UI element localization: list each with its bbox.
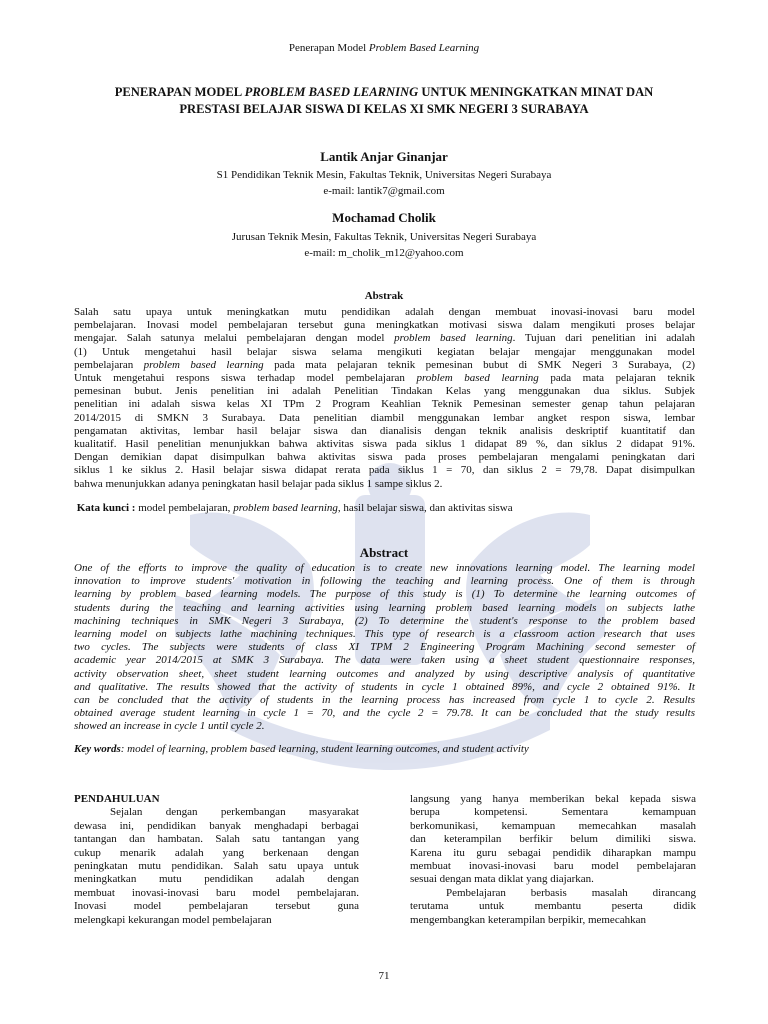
text-line: pembelajaran. Inovasi model pembelajaran tersebut guna meningkatkan motivasi siswa dalam mengikuti proses belajar xyxy=(74,319,695,332)
running-header-italic: Problem Based Learning xyxy=(368,42,480,54)
body-column-left xyxy=(74,793,359,927)
text-line: two cycles. The subjects were students of class XI TPM 2 Engineering Program Machining second semester of xyxy=(74,641,695,654)
text-line: academic year 2014/2015 at SMK 3 Surabaya. The data were taken using a sheet student questionnaire responses, xyxy=(74,654,695,667)
abstract-body xyxy=(74,562,695,734)
text-line: mengembangkan keterampilan berpikir, memecahkan xyxy=(410,913,646,926)
text-line: learning model on subjects lathe machining techniques. This type of research is a classroom action research that uses xyxy=(74,628,695,641)
author-block-2 xyxy=(0,209,768,261)
author-affiliation: S1 Pendidikan Teknik Mesin, Fakultas Teknik, Universitas Negeri Surabaya xyxy=(216,169,552,181)
text-line: Dengan demikian dapat disimpulkan bahwa aktivitas siswa pada proses pembelajaran mengalami peningkatan dari xyxy=(74,451,695,464)
text-line: tantangan dan hambatan. Salah satu tantangan yang xyxy=(74,833,359,846)
running-header-prefix: Penerapan Model xyxy=(288,42,367,54)
text-line: One of the efforts to improve the quality of education is to create new innovations learning model. The learning model xyxy=(74,562,695,574)
text-line: berupa kompetensi. Sementara kemampuan xyxy=(410,806,696,819)
text-line: meningkatkan mutu pendidikan adalah dengan xyxy=(74,873,359,886)
text-line: kualitatif. Hasil penelitian menunjukkan bahwa aktivitas siswa pada siklus 1 didapat 89 %, dan siklus 2 didapat 91%. xyxy=(74,438,695,451)
body-column-right xyxy=(410,793,696,927)
text-line: melengkapi kekurangan model pembelajaran xyxy=(74,913,272,926)
text-line: Untuk mengetahui respons siswa terhadap model pembelajaran problem based learning pada mata pelajaran teknik xyxy=(74,372,695,385)
title-line-2: PRESTASI BELAJAR SISWA DI KELAS XI SMK NEGERI 3 SURABAYA xyxy=(179,101,589,116)
keywords-label: Kata kunci : xyxy=(76,502,136,514)
text-line: obtained average student learning in cycle 1 = 70, and the cycle 2 = 79.78. It can be concluded that the study results xyxy=(74,707,695,720)
text-line: bahwa menunjukkan adanya peningkatan hasil belajar pada siklus 1 sampe siklus 2. xyxy=(74,477,443,490)
paper-title xyxy=(60,84,708,117)
text-line: Salah satu upaya untuk meningkatkan mutu pendidikan adalah dengan membuat inovasi-inovasi baru model xyxy=(74,306,695,318)
text-line: and qualitative. The results showed that the activity of students in cycle 1 obtained 89%, and cycle 2 obtained 91%. It xyxy=(74,680,695,693)
abstract-heading: Abstract xyxy=(359,545,409,560)
author-email: e-mail: lantik7@gmail.com xyxy=(323,185,445,197)
author-affiliation: Jurusan Teknik Mesin, Fakultas Teknik, Universitas Negeri Surabaya xyxy=(231,231,537,243)
text-line: siklus 1 ke siklus 2. Hasil belajar siswa didapat rerata pada siklus 1 = 70, dan siklus 2 = 79,78. Dapat disimpulkan xyxy=(74,464,695,477)
text-line: pembelajaran problem based learning pada mata pelajaran teknik pemesinan bubut di SMK Negeri 3 Surabaya, (2) xyxy=(74,358,695,371)
text-line: penelitian ini adalah siswa kelas XI TPm 2 Program Keahlian Teknik Pemesinan semester genap tahun pelajaran xyxy=(74,398,695,411)
author-block-1 xyxy=(0,148,768,199)
text-line: sesuai dengan mata diklat yang diajarkan. xyxy=(410,873,594,886)
text-line: can be concluded that the activity of students in the learning process has increased from cycle 1 to cycle 2. Results xyxy=(74,694,695,707)
text-line: students during the teaching and learning activities using learning problem based learning models on subjects lathe xyxy=(74,601,695,614)
author-name: Mochamad Cholik xyxy=(332,210,436,225)
text-line: cukup menarik adalah yang berkenaan dengan xyxy=(74,846,359,859)
text-line: membuat inovasi-inovasi baru model pembelajaran xyxy=(410,860,696,873)
text-line: Karena itu guru sebagai pendidik diharapkan mampu xyxy=(410,846,696,859)
running-header xyxy=(0,42,768,54)
keywords-label: Key words xyxy=(74,743,121,755)
text-line: learning by problem based learning models. The purpose of this study is (1) To determine the learning outcomes of xyxy=(74,588,695,601)
text-line: pengamatan aktivitas, lembar hasil belajar siswa dan dianalisis dengan teknik analisis deskriptif kuantitatif dan xyxy=(74,424,695,437)
text-line: peningkatan mutu pendidikan. Salah satu upaya untuk xyxy=(74,860,359,873)
text-line: pemesinan bubut. Jenis penelitian ini adalah Penelitian Tindakan Kelas yang menggunakan dua siklus. Subjek xyxy=(74,385,695,398)
section-heading-pendahuluan: PENDAHULUAN xyxy=(74,793,160,805)
text-line: 2014/2015 di SMKN 3 Surabaya. Data penelitian diambil menggunakan lembar angket respon siswa, lembar xyxy=(74,411,695,424)
text-line: (1) Untuk mengetahui hasil belajar siswa selama mengikuti kegiatan belajar mengajar menggunakan model xyxy=(74,345,695,358)
text-line: mengajar. Salah satunya melalui pembelajaran dengan model problem based learning. Tujuan dari penelitian ini adalah xyxy=(74,332,695,345)
author-name: Lantik Anjar Ginanjar xyxy=(320,149,448,164)
text-line: Pembelajaran berbasis masalah dirancang xyxy=(446,886,696,899)
text-line: dan keterampilan berfikir belum dimiliki siswa. xyxy=(410,833,696,846)
title-line-1: PENERAPAN MODEL PROBLEM BASED LEARNING UNTUK MENINGKATKAN MINAT DAN xyxy=(114,85,654,99)
text-line: showed an increase in cycle 1 until cycle 2. xyxy=(74,720,265,733)
abstract-keywords: Key words: model of learning, problem based learning, student learning outcomes, and student activity xyxy=(74,743,529,755)
text-line: Sejalan dengan perkembangan masyarakat xyxy=(110,806,359,819)
abstrak-heading: Abstrak xyxy=(364,290,404,302)
text-line: innovation to improve students' motivation in following the teaching and learning process. One of them is through xyxy=(74,575,695,588)
author-email: e-mail: m_cholik_m12@yahoo.com xyxy=(304,247,464,259)
text-line: Inovasi model pembelajaran tersebut guna xyxy=(74,900,359,913)
text-line: berkomunikasi, kemampuan memecahkan masalah xyxy=(410,819,696,832)
abstrak-body xyxy=(74,306,695,491)
text-line: activity observation sheet, sheet student learning outcomes and analyzed by using descriptive analysis of quantitative xyxy=(74,667,695,680)
text-line: langsung yang hanya memberikan bekal kepada siswa xyxy=(410,793,696,805)
text-line: membuat inovasi-inovasi baru model pembelajaran. xyxy=(74,886,359,899)
text-line: machining techniques in SMK Negeri 3 Surabaya, (2) To determine the student's response to the problem based xyxy=(74,614,695,627)
text-line: terutama untuk membantu peserta didik xyxy=(410,900,696,913)
abstrak-keywords: Kata kunci : model pembelajaran, problem based learning, hasil belajar siswa, dan aktivitas siswa xyxy=(76,502,513,514)
page-number: 71 xyxy=(378,970,390,982)
text-line: dewasa ini, pendidikan banyak menghadapi berbagai xyxy=(74,819,359,832)
